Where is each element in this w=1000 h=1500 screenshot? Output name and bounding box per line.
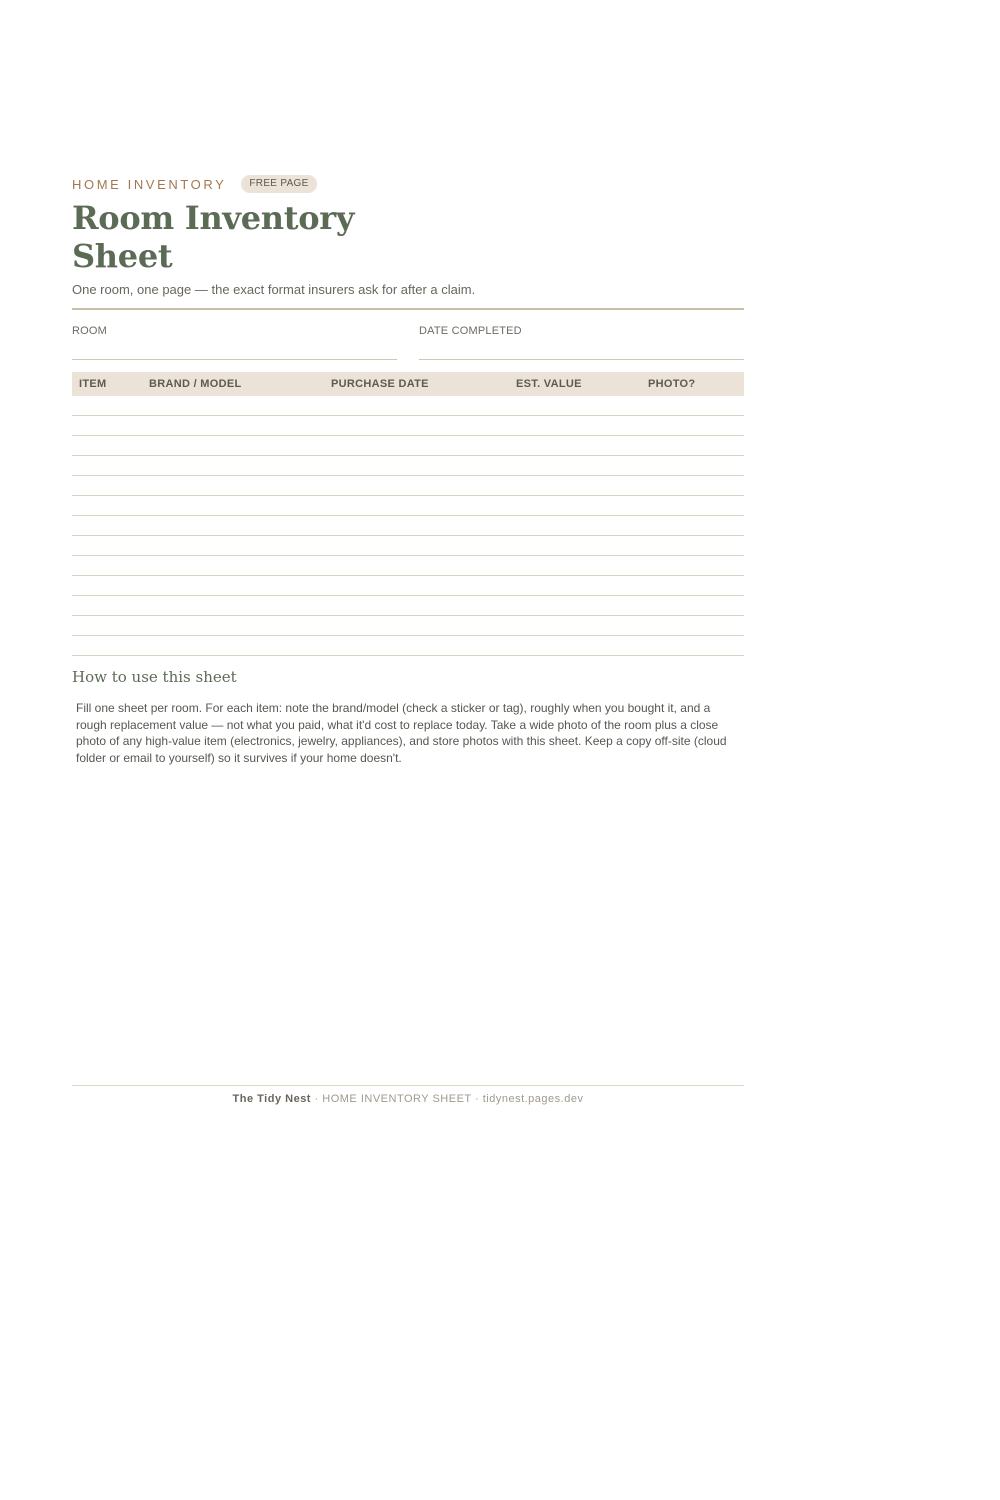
column-header-item: ITEM: [79, 378, 107, 390]
table-row: [72, 396, 744, 416]
footer-brand: The Tidy Nest: [232, 1093, 311, 1105]
table-row: [72, 576, 744, 596]
table-row: [72, 536, 744, 556]
table-row: [72, 636, 744, 656]
table-body: [72, 396, 744, 656]
room-field: [72, 325, 397, 360]
room-write-line: [72, 359, 397, 360]
table-row: [72, 456, 744, 476]
column-header-purchase-date: PURCHASE DATE: [331, 378, 429, 390]
inventory-sheet: [72, 0, 744, 1500]
date-completed-write-line: [419, 359, 744, 360]
table-row: [72, 496, 744, 516]
table-row: [72, 436, 744, 456]
table-row: [72, 616, 744, 636]
eyebrow-label: HOME INVENTORY: [72, 176, 227, 192]
footer-label: HOME INVENTORY SHEET: [322, 1093, 472, 1105]
howto-title: How to use this sheet: [72, 668, 237, 686]
footer-url: tidynest.pages.dev: [482, 1093, 584, 1105]
page-title: Room Inventory Sheet: [72, 199, 355, 275]
room-label: ROOM: [72, 325, 108, 337]
footer-separator: ·: [310, 1093, 323, 1105]
howto-body: Fill one sheet per room. For each item: note the brand/model (check a sticker or tag), roughly when you bought it, and a rough replacement value — not what you paid, what it'd cost to replace today. Take a wide photo of the room plus a close photo of any high-value item (electronics, jewelry, appliances), and store photos with this sheet. Keep a copy off-site (cloud folder or email to yourself) so it survives if your home doesn't.: [76, 701, 727, 765]
column-header-brand-model: BRAND / MODEL: [149, 378, 242, 390]
free-page-badge: FREE PAGE: [241, 175, 316, 193]
table-header: [72, 372, 744, 396]
page-subtitle: One room, one page — the exact format insurers ask for after a claim.: [72, 282, 476, 297]
footer-separator: ·: [471, 1093, 483, 1105]
date-completed-field: [419, 325, 744, 360]
header-row: [72, 174, 317, 194]
table-row: [72, 476, 744, 496]
header-divider: [72, 308, 744, 310]
inventory-table: [72, 372, 744, 656]
table-row: [72, 416, 744, 436]
table-row: [72, 556, 744, 576]
table-row: [72, 516, 744, 536]
column-header-est-value: EST. VALUE: [516, 378, 582, 390]
column-header-photo: PHOTO?: [648, 378, 696, 390]
footer: [72, 1093, 744, 1105]
footer-divider: [72, 1085, 744, 1086]
table-row: [72, 596, 744, 616]
date-completed-label: DATE COMPLETED: [419, 325, 522, 337]
